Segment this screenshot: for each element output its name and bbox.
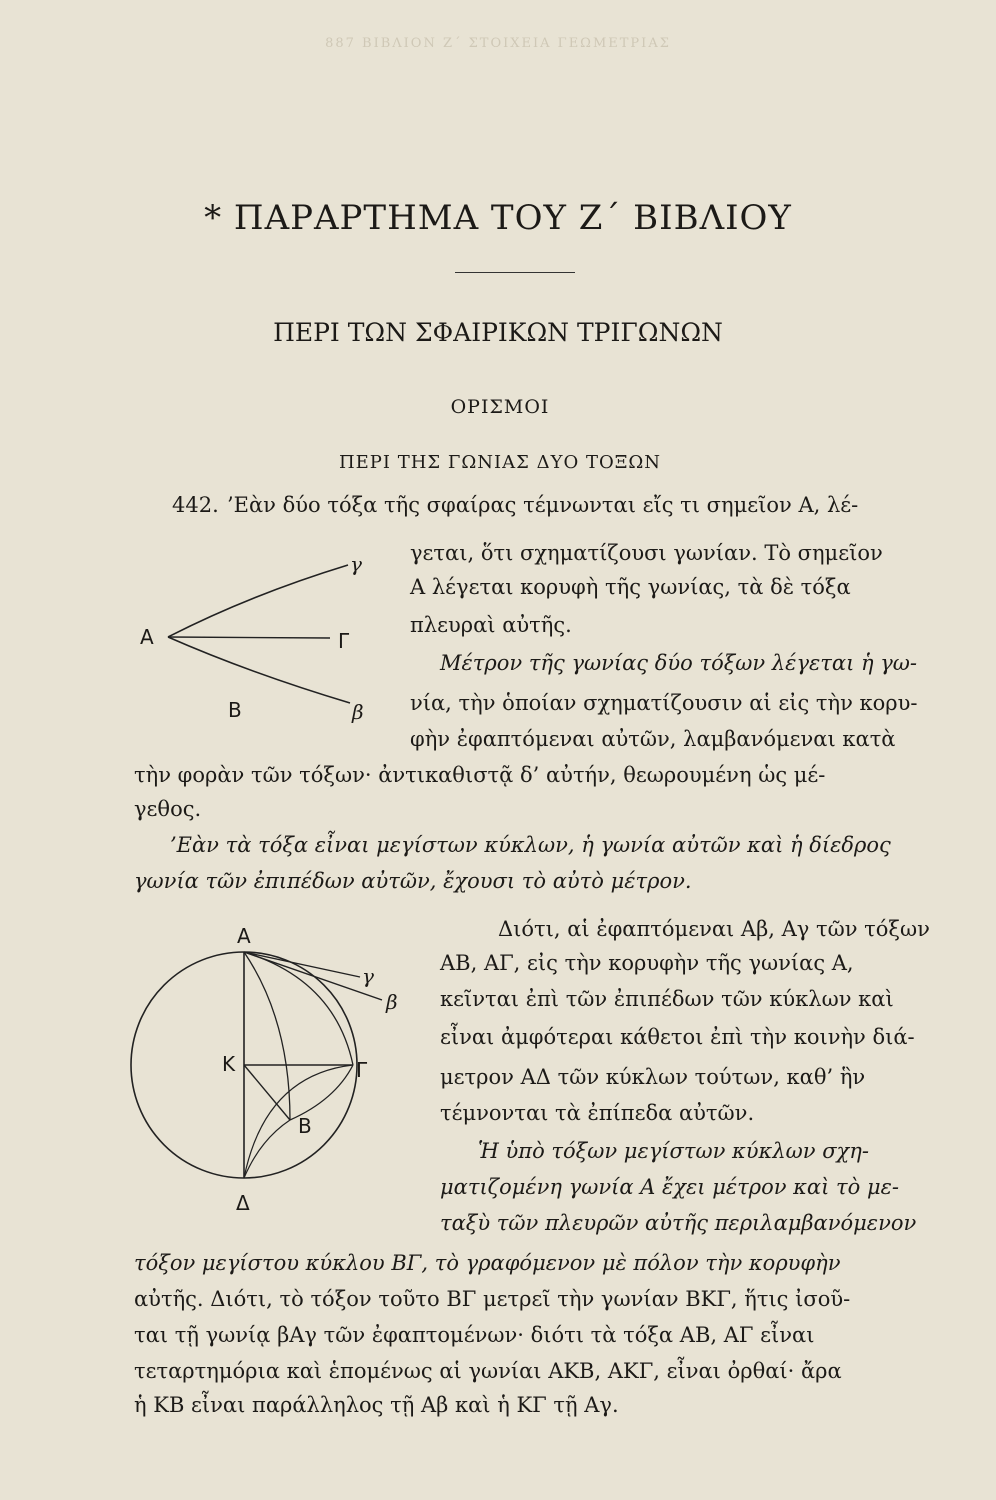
angle-of-two-arcs-figure [140,545,380,725]
radius-KB [244,1065,290,1120]
label-gamma: γ [362,964,374,988]
theorem-line: ται τῇ γωνίᾳ βΑγ τῶν ἐφαπτομένων· διότι τὰ τόξα ΑΒ, ΑΓ εἶναι [134,1323,815,1347]
label-B: Β [298,1114,312,1138]
paragraph-line: γεται, ὅτι σχηματίζουσι γωνίαν. Τὸ σημεῖον [410,541,883,565]
label-beta: β [386,990,398,1014]
label-D: Δ [236,1191,250,1215]
definition-line: Μέτρον τῆς γωνίας δύο τόξων λέγεται ἡ γω- [440,651,918,675]
arc-ab [168,637,350,703]
sphere-figure [160,925,420,1215]
bleed-through-text: 887 ΒΙΒΛΙΟΝ Ζ΄ ΣΤΟΙΧΕΙΑ ΓΕΩΜΕΤΡΙΑΣ [325,36,671,51]
label-gamma: γ [350,552,362,576]
definition-line: γεθος. [134,797,202,821]
arc-BG [290,1065,353,1120]
label-A: Α [140,625,154,649]
proof-line: τέμνονται τὰ ἐπίπεδα αὐτῶν. [440,1101,755,1125]
theorem-line: τόξον μεγίστου κύκλου ΒΓ, τὸ γραφόμενον μὲ πόλον τὴν κορυφὴν [134,1251,841,1275]
paragraph-line: Α λέγεται κορυφὴ τῆς γωνίας, τὰ δὲ τόξα [410,575,851,599]
arc-DB [244,1120,290,1178]
proof-line: κεῖνται ἐπὶ τῶν ἐπιπέδων τῶν κύκλων καὶ [440,987,894,1011]
definition-line: φὴν ἐφαπτόμεναι αὐτῶν, λαμβανόμεναι κατὰ [410,727,896,751]
theorem-line: ταξὺ τῶν πλευρῶν αὐτῆς περιλαμβανόμενον [440,1211,917,1235]
tangent-line-g [168,637,330,638]
proof-line: Διότι, αἱ ἐφαπτόμεναι Αβ, Αγ τῶν τόξων [498,917,930,941]
chapter-subtitle: ΠΕΡΙ ΤΩΝ ΣΦΑΙΡΙΚΩΝ ΤΡΙΓΩΝΩΝ [273,318,723,347]
proof-line: ΑΒ, ΑΓ, εἰς τὴν κορυφὴν τῆς γωνίας Α, [440,951,854,975]
appendix-title: * ΠΑΡΑΡΤΗΜΑ ΤΟΥ Ζ΄ ΒΙΒΛΙΟΥ [204,198,792,238]
paragraph-number: 442. [172,493,219,517]
paragraph-line: ’Εὰν δύο τόξα τῆς σφαίρας τέμνωνται εἴς τι σημεῖον Α, λέ- [227,493,859,517]
label-K: Κ [222,1052,236,1076]
arc-ag [168,565,348,637]
theorem-line: Ἡ ὑπὸ τόξων μεγίστων κύκλων σχη- [478,1139,869,1163]
arc-AG [244,952,353,1065]
statement-line: γωνία τῶν ἐπιπέδων αὐτῶν, ἔχουσι τὸ αὐτὸ μέτρον. [134,869,692,893]
definition-line: τὴν φορὰν τῶν τόξων· ἀντικαθιστᾷ δ’ αὐτήν, θεωρουμένη ὡς μέ- [134,763,826,787]
label-beta: β [352,700,364,724]
section-heading: ΟΡΙΣΜΟΙ [450,396,550,418]
arc-AB [244,952,290,1120]
proof-line: εἶναι ἀμφότεραι κάθετοι ἐπὶ τὴν κοινὴν διά- [440,1025,915,1049]
proof-line: μετρον ΑΔ τῶν κύκλων τούτων, καθ’ ἣν [440,1065,866,1089]
theorem-line: τεταρτημόρια καὶ ἑπομένως αἱ γωνίαι ΑΚΒ, ΑΚΓ, εἶναι ὀρθαί· ἄρα [134,1359,842,1383]
label-G: Γ [338,629,350,653]
label-A: Α [237,924,251,948]
paragraph-line: πλευραὶ αὐτῆς. [410,613,572,637]
definition-line: νία, τὴν ὁποίαν σχηματίζουσιν αἱ εἰς τὴν κορυ- [410,691,918,715]
statement-line: ’Εὰν τὰ τόξα εἶναι μεγίστων κύκλων, ἡ γωνία αὐτῶν καὶ ἡ δίεδρος [170,833,891,857]
theorem-line: ματιζομένη γωνία Α ἔχει μέτρον καὶ τὸ με- [440,1175,899,1199]
subsection-heading: ΠΕΡΙ ΤΗΣ ΓΩΝΙΑΣ ΔΥΟ ΤΟΞΩΝ [338,452,662,473]
label-G: Γ [356,1058,368,1082]
tangent-Ag [244,952,360,977]
label-B: Β [228,698,242,722]
theorem-line: αὐτῆς. Διότι, τὸ τόξον τοῦτο ΒΓ μετρεῖ τὴν γωνίαν ΒΚΓ, ἥτις ἰσοῦ- [134,1287,851,1311]
title-divider [455,272,575,273]
theorem-line: ἡ ΚΒ εἶναι παράλληλος τῇ Αβ καὶ ἡ ΚΓ τῇ Αγ. [134,1393,619,1417]
